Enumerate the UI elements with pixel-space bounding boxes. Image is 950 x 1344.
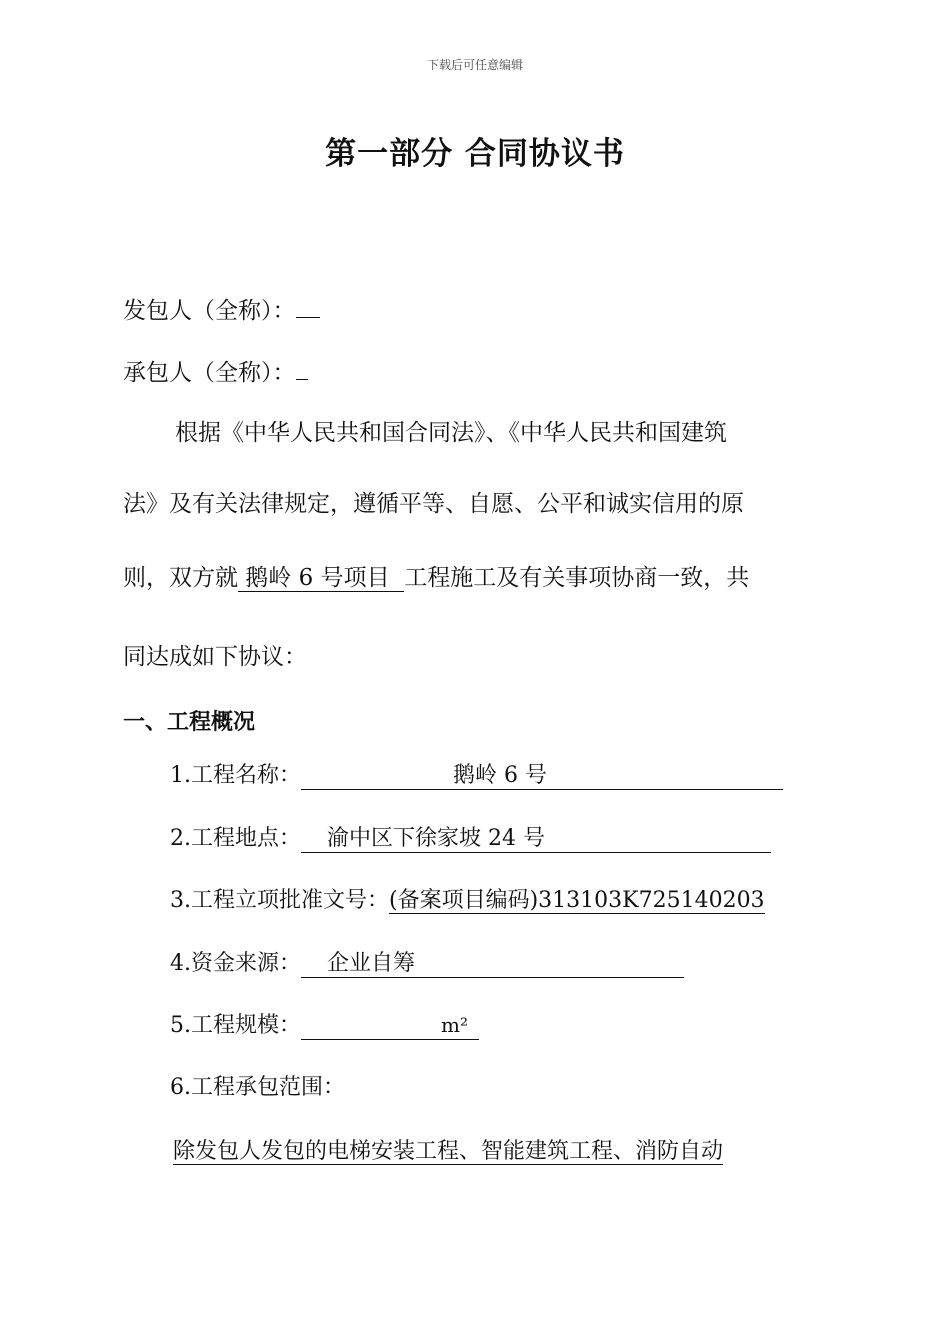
preamble-line-3-suffix: 工程施工及有关事项协商一致，共 — [404, 565, 750, 591]
item-label: 4.资金来源： — [170, 951, 301, 976]
section-heading: 一、工程概况 — [123, 710, 256, 735]
preamble-line-2: 法》及有关法律规定，遵循平等、自愿、公平和诚实信用的原 — [123, 491, 744, 517]
item-label: 3.工程立项批准文号： — [170, 888, 389, 913]
item-fund-source — [170, 951, 684, 978]
scope-text-value: 除发包人发包的电梯安装工程、智能建筑工程、消防自动 — [173, 1139, 724, 1164]
item-contract-scope — [170, 1075, 345, 1101]
employer-line — [123, 295, 320, 326]
contractor-label: 承包人（全称）： — [123, 360, 296, 386]
item-value-field — [301, 951, 684, 978]
item-label: 5.工程规模： — [170, 1013, 301, 1038]
item-value: 企业自筹 — [327, 951, 416, 976]
page-title: 第一部分 合同协议书 — [325, 136, 625, 172]
item-value-field — [301, 826, 771, 853]
employer-blank — [296, 295, 320, 318]
contractor-line — [123, 357, 308, 388]
item-project-scale — [170, 1013, 479, 1040]
employer-label: 发包人（全称）： — [123, 298, 296, 324]
item-label: 1.工程名称： — [170, 763, 301, 788]
preamble-line-1: 根据《中华人民共和国合同法》、《中华人民共和国建筑 — [175, 420, 727, 446]
contractor-blank — [296, 357, 308, 380]
item-value: m² — [441, 1013, 468, 1037]
preamble-line-3-prefix: 则，双方就 — [123, 565, 238, 591]
item-label: 6.工程承包范围： — [170, 1075, 345, 1100]
item-value: (备案项目编码)313103K725140203 — [389, 888, 765, 913]
item-project-name — [170, 763, 783, 790]
preamble-line-4: 同达成如下协议： — [123, 644, 307, 670]
item-approval-number — [170, 888, 765, 914]
item-label: 2.工程地点： — [170, 826, 301, 851]
item-value: 渝中区下徐家坡 24 号 — [327, 826, 545, 851]
project-name-inline: 鹅岭 6 号项目 — [238, 565, 405, 591]
item-value-field — [301, 763, 783, 790]
item-value: 鹅岭 6 号 — [453, 763, 547, 788]
item-project-location — [170, 826, 771, 853]
preamble-line-3 — [123, 565, 749, 593]
item-value-field — [301, 1013, 479, 1040]
header-note: 下载后可任意编辑 — [426, 58, 523, 72]
scope-text — [173, 1139, 723, 1165]
